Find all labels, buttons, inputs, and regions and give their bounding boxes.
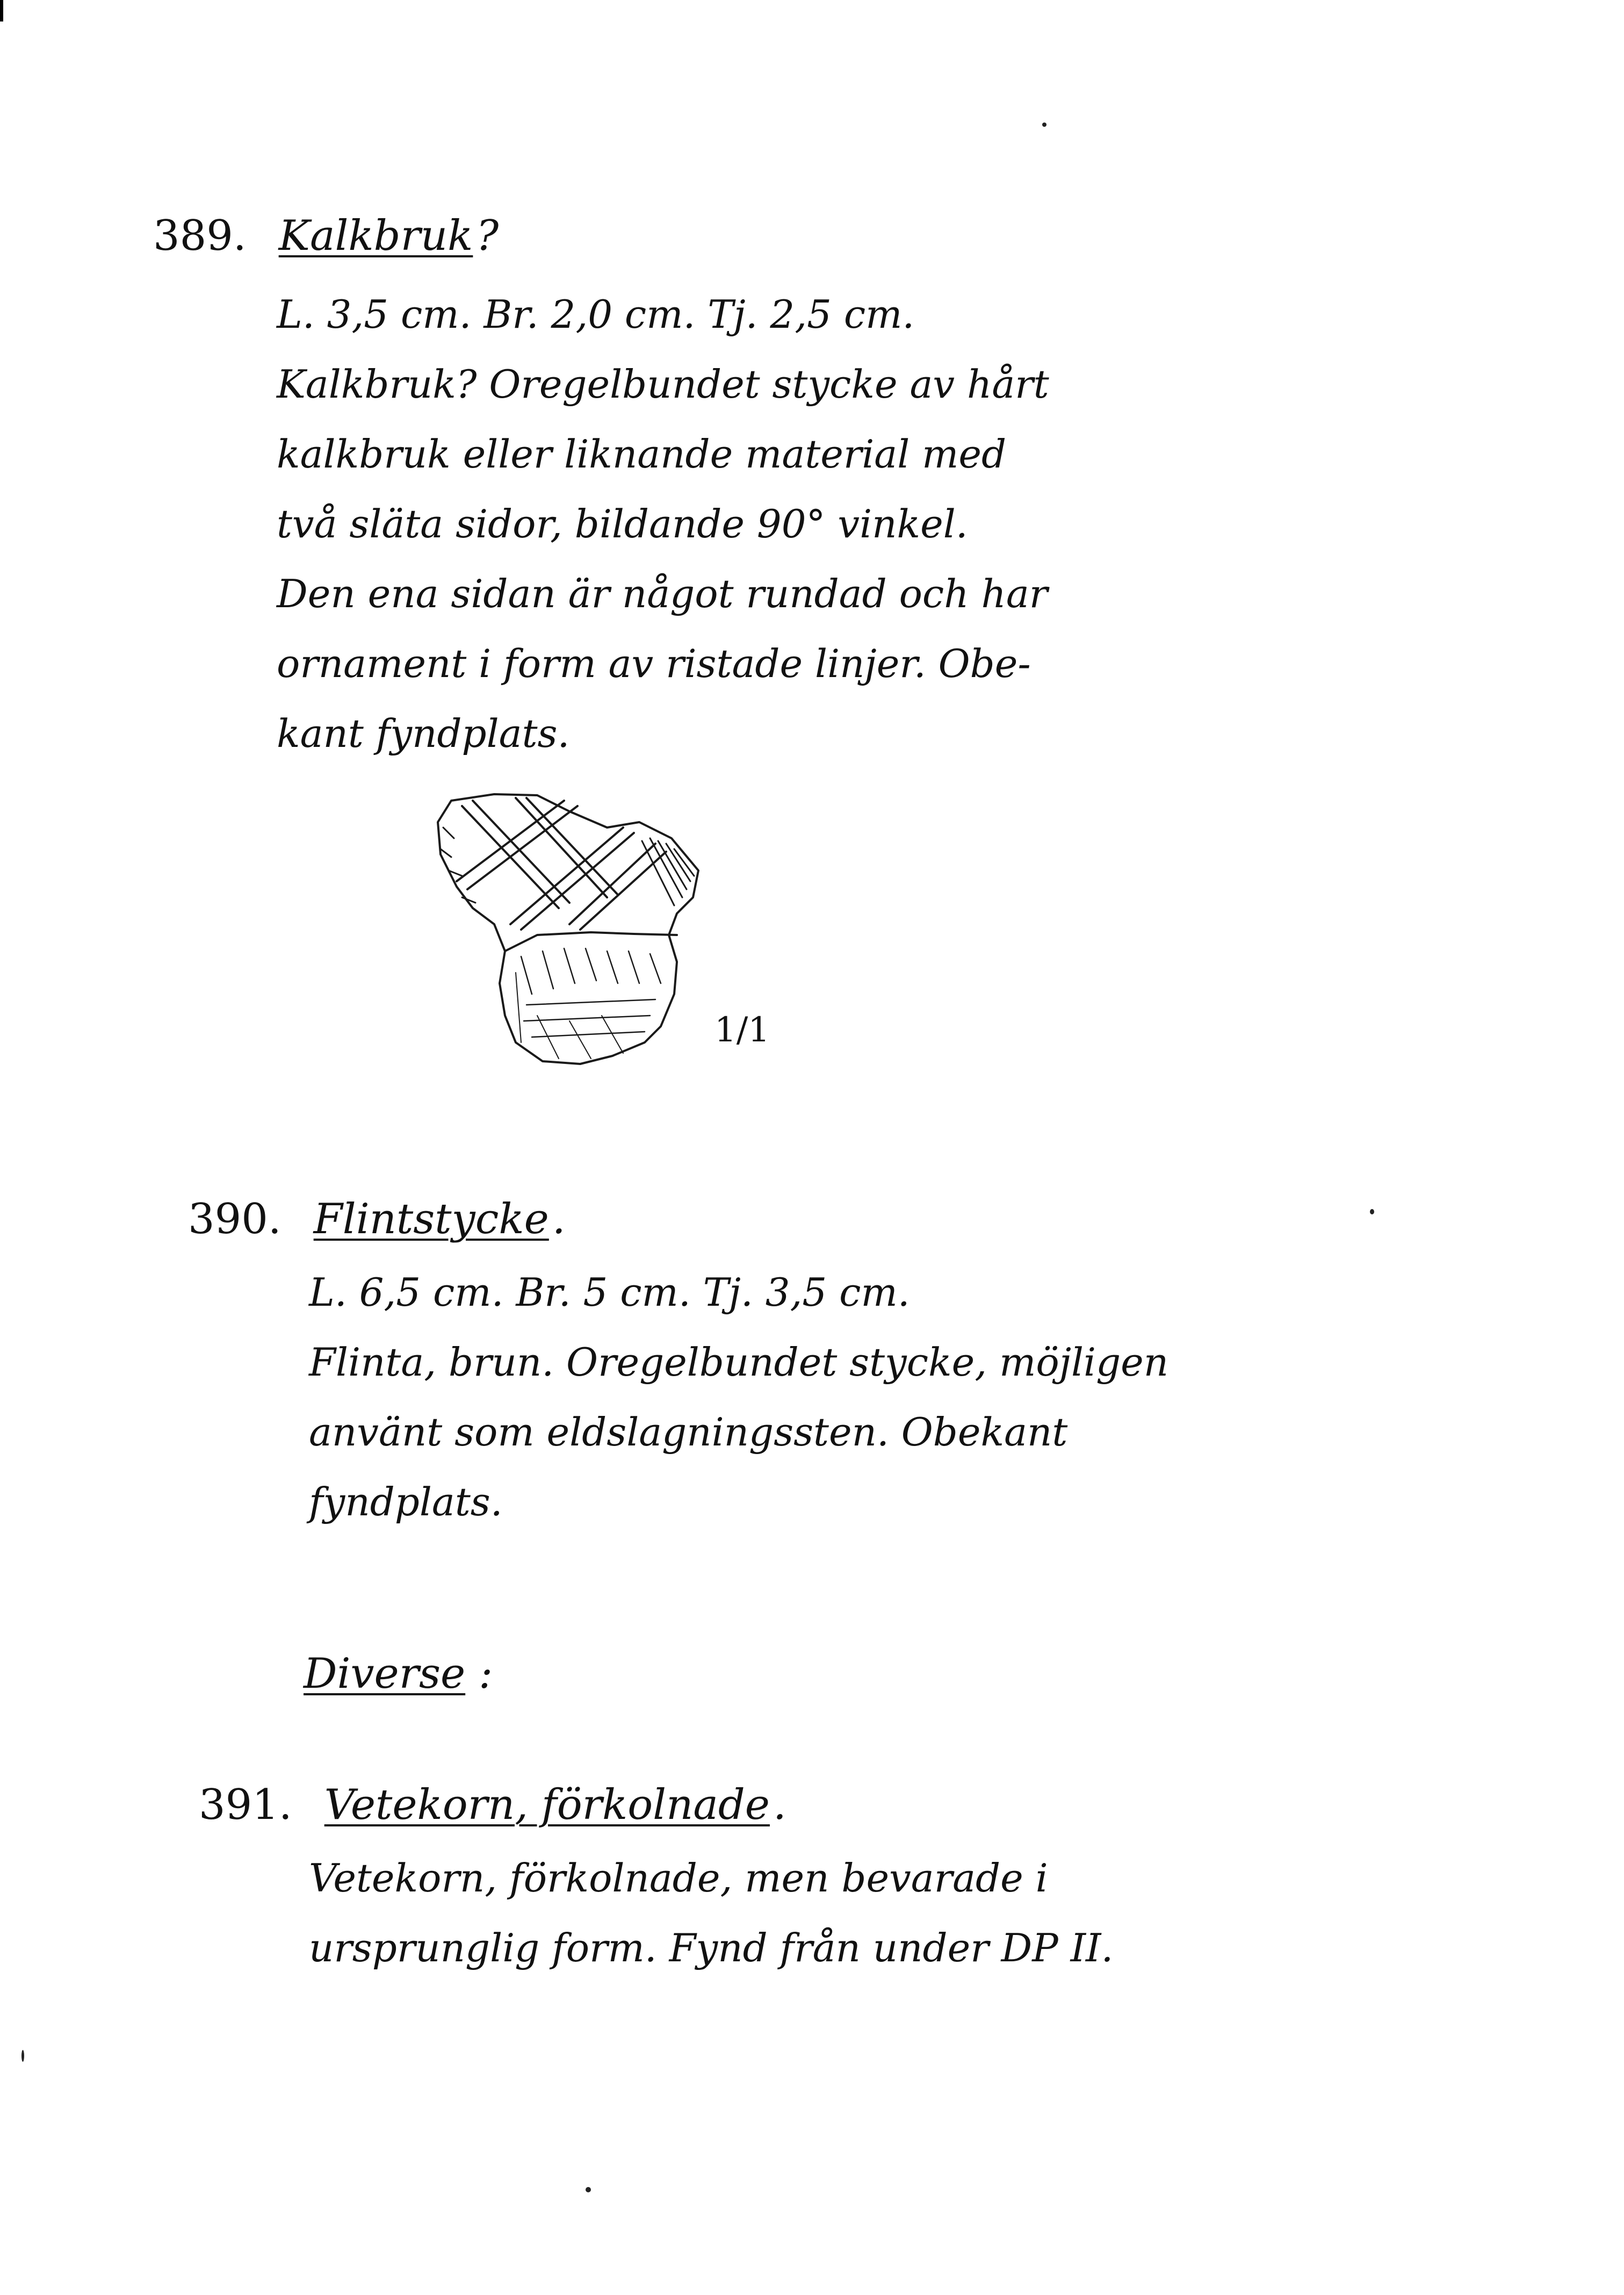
entry-391-description: [309, 1843, 1113, 1983]
description-line: två släta sidor, bildande 90° vinkel.: [277, 501, 968, 546]
section-heading: [304, 1650, 493, 1698]
description-line: ursprunglig form. Fynd från under DP II.: [309, 1925, 1114, 1970]
entry-title: Vetekorn, förkolnade: [324, 1781, 770, 1829]
entry-number: 390.: [188, 1195, 282, 1243]
hatching: [524, 999, 655, 1037]
section-heading-suffix: :: [478, 1650, 493, 1698]
section-heading-label: Diverse: [304, 1650, 466, 1698]
entry-390-heading: [188, 1195, 566, 1243]
artifact-outline: [438, 794, 698, 1064]
entry-390-description: [309, 1257, 1168, 1537]
entry-title-suffix: .: [773, 1781, 786, 1829]
entry-title-suffix: ?: [476, 212, 499, 260]
incised-line: [473, 801, 569, 903]
description-line: Den ena sidan är något rundad och har: [277, 571, 1048, 616]
scale-label: 1/1: [714, 1010, 770, 1050]
entry-389-heading: [153, 212, 499, 260]
description-line: Vetekorn, förkolnade, men bevarade i: [309, 1855, 1048, 1901]
scan-speck: [21, 2050, 24, 2062]
description-line: kalkbruk eller liknande material med: [277, 431, 1007, 477]
entry-title-suffix: .: [552, 1195, 566, 1243]
scan-margin-mark: [0, 0, 3, 21]
entry-389-description: [277, 279, 1049, 768]
description-line: ornament i form av ristade linjer. Obe-: [277, 641, 1031, 686]
description-line: Kalkbruk? Oregelbundet stycke av hårt: [277, 362, 1049, 407]
entry-title: Kalkbruk: [278, 212, 473, 260]
hatching: [521, 948, 661, 994]
artifact-sketch: [430, 790, 731, 1091]
scan-speck: [1042, 123, 1046, 127]
description-line: kant fyndplats.: [277, 711, 570, 756]
description-line: Flinta, brun. Oregelbundet stycke, möjligen: [309, 1340, 1169, 1385]
hatching: [516, 973, 623, 1059]
entry-391-heading: [199, 1781, 786, 1829]
incised-line: [516, 798, 607, 897]
entry-title: Flintstycke: [313, 1195, 549, 1243]
entry-number: 391.: [199, 1781, 292, 1829]
scan-speck: [586, 2187, 591, 2192]
description-line: fyndplats.: [309, 1479, 503, 1524]
description-line: använt som eldslagningssten. Obekant: [309, 1409, 1068, 1455]
entry-number: 389.: [153, 212, 247, 260]
description-line: L. 6,5 cm. Br. 5 cm. Tj. 3,5 cm.: [309, 1270, 910, 1315]
description-line: L. 3,5 cm. Br. 2,0 cm. Tj. 2,5 cm.: [277, 292, 915, 337]
incised-line: [521, 833, 634, 930]
artifact-edge: [505, 932, 677, 951]
scan-speck: [1370, 1209, 1374, 1214]
incised-line: [457, 801, 564, 881]
